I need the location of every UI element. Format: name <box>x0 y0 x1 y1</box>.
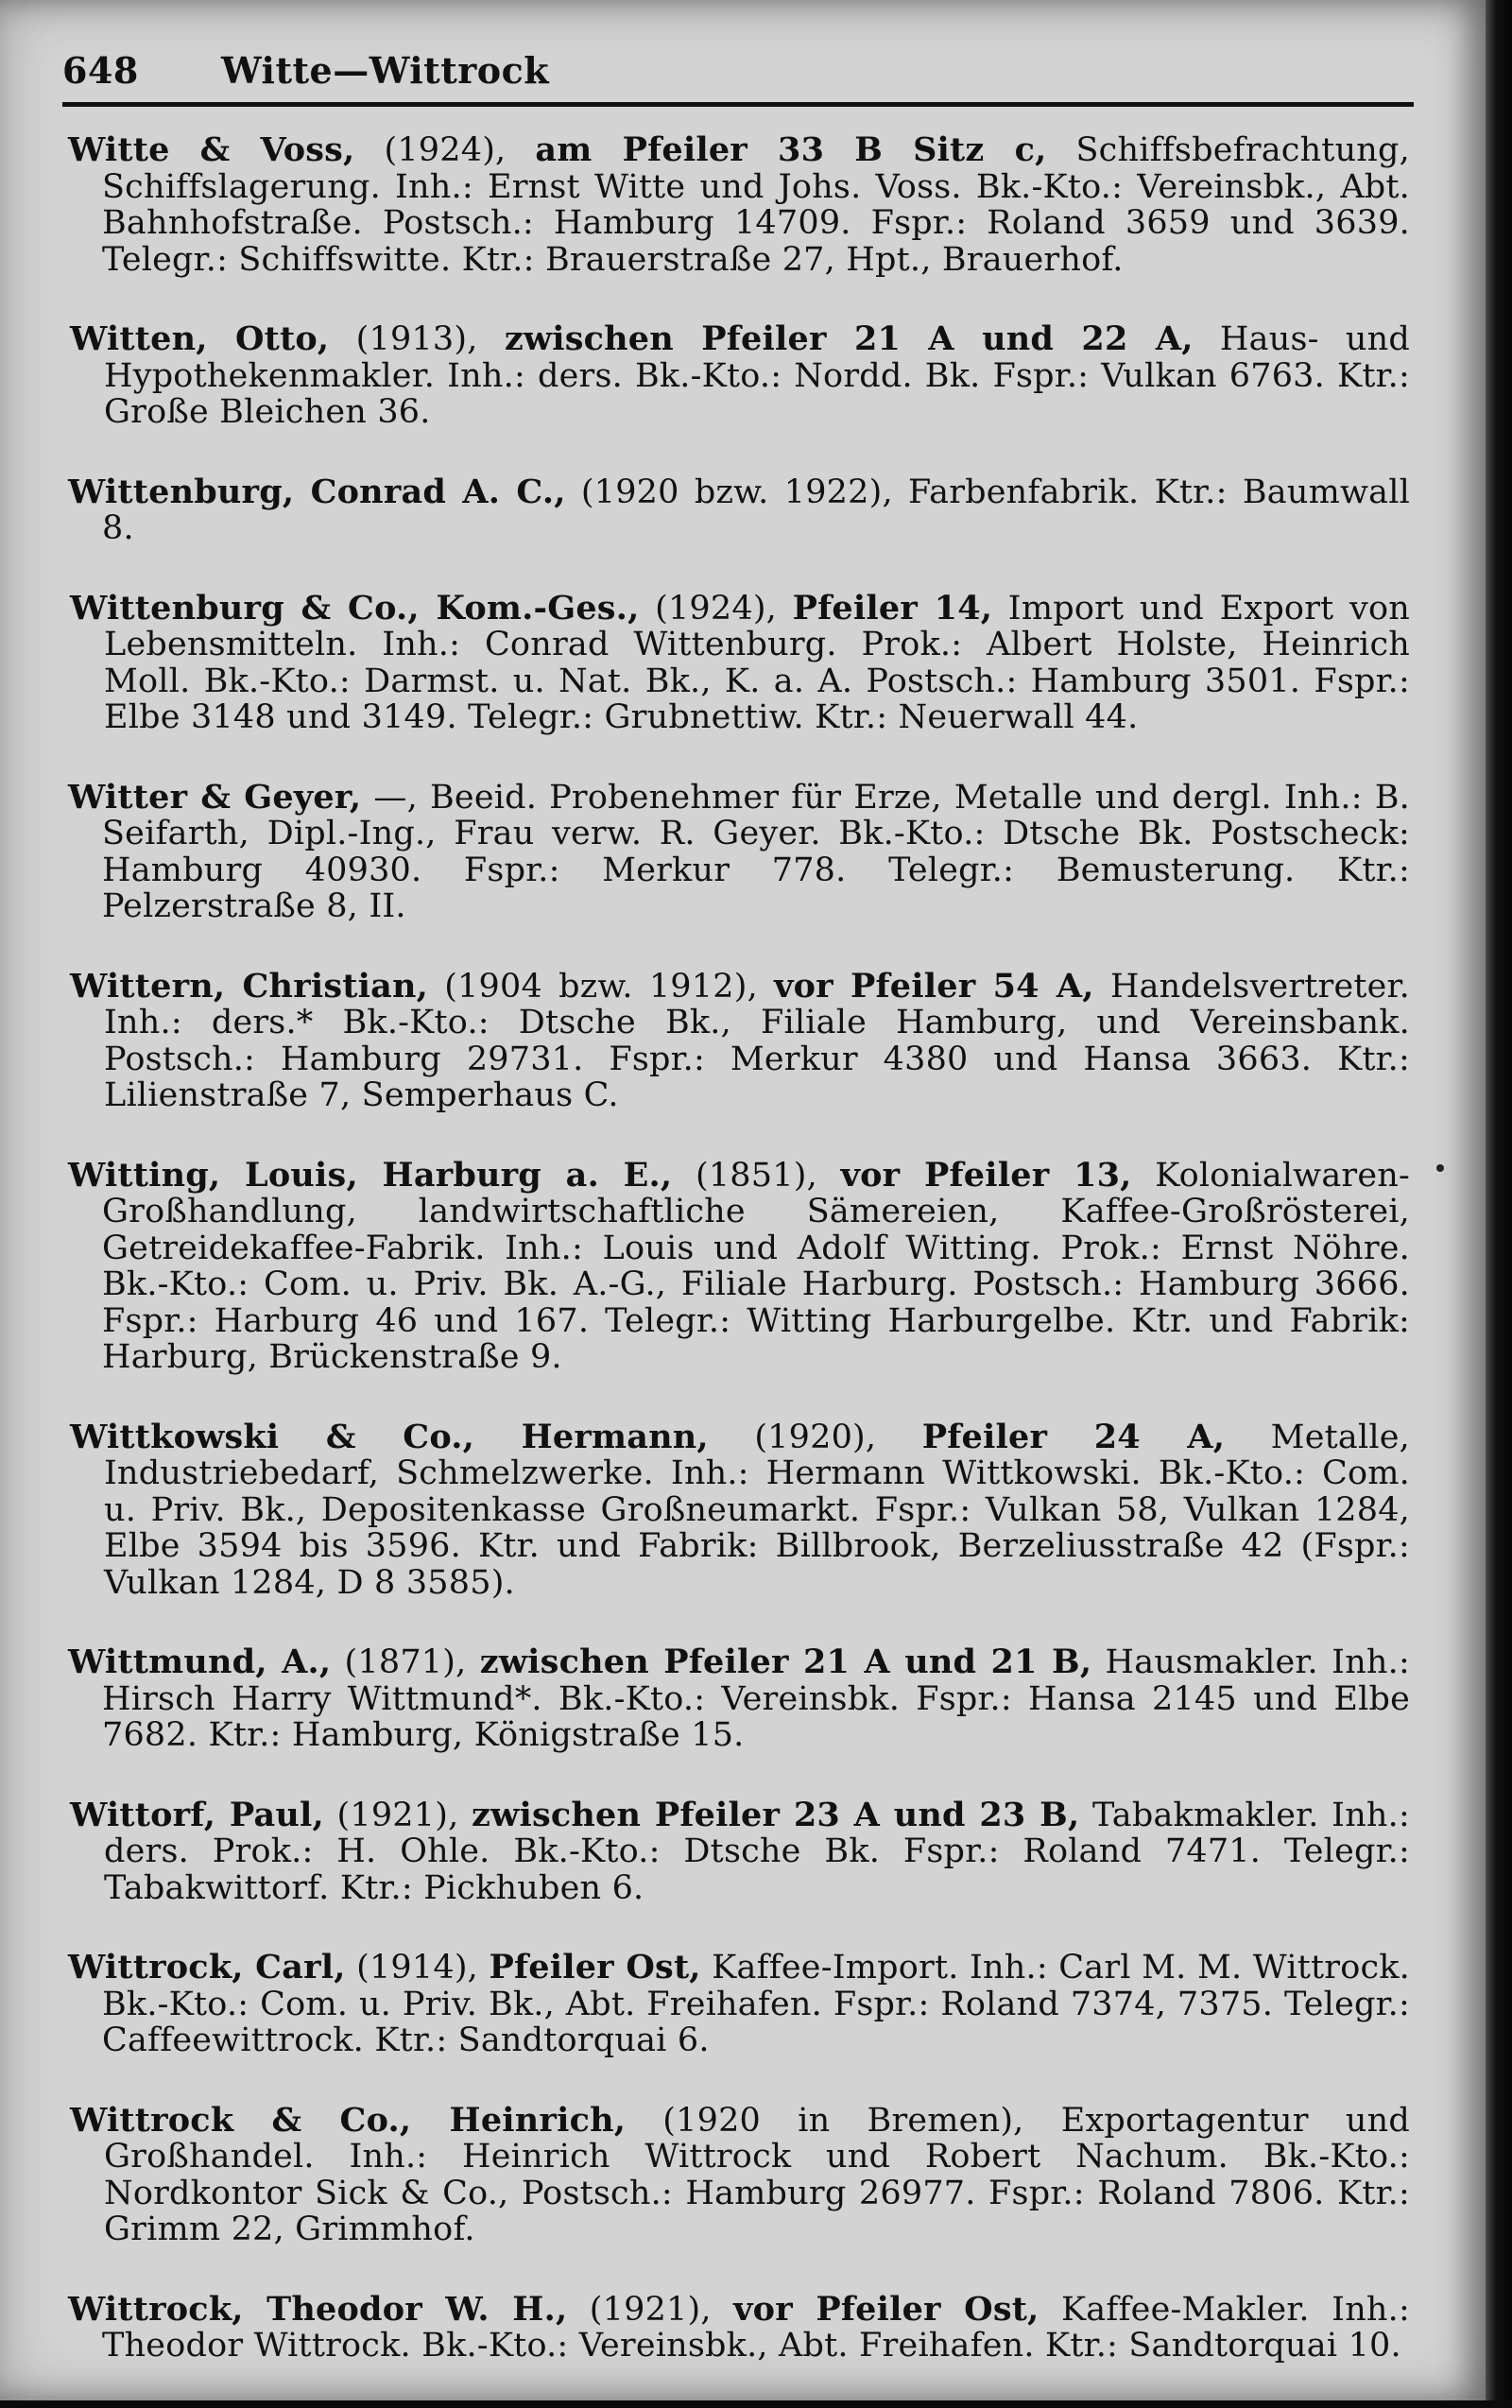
entry-location: Pfeiler Ost, <box>489 1948 701 1987</box>
directory-entry <box>68 132 1410 278</box>
directory-entry <box>68 777 1410 925</box>
entry-founding: (1913), <box>329 320 505 358</box>
entry-location: vor Pfeiler 13, <box>840 1155 1132 1195</box>
directory-entries <box>68 132 1410 2408</box>
directory-entry <box>68 1950 1410 2059</box>
entry-founding: (1921), <box>567 2290 734 2329</box>
entry-details: Schiffsbefrachtung, Schiffslagerung. Inh.: Ernst Witte und Johs. Voss. Bk.-Kto.: Vereinsbk., Abt. Bahnhofstraße. Postsch.: Hamburg 14709. Fspr.: Roland 3659 und 3639. Telegr.: Schiffswitte. Ktr.: Brauerstraße 27, Hpt., Brauerhof. <box>102 131 1410 279</box>
entry-location: zwischen Pfeiler 23 A und 23 B, <box>472 1795 1080 1834</box>
entry-details: Kaffee-Import. Inh.: Carl M. M. Wittrock. Bk.-Kto.: Com. u. Priv. Bk., Abt. Freihafen. Fspr.: Roland 7374, 7375. Telegr.: Caffeewittrock. Ktr.: Sandtorquai 6. <box>102 1949 1411 2059</box>
entry-name: Wittenburg & Co., Kom.-Ges., <box>70 588 640 628</box>
entry-location: Pfeiler 24 A, <box>921 1417 1226 1456</box>
directory-entry <box>70 1419 1410 1602</box>
entry-location: am Pfeiler 33 B Sitz c, <box>535 130 1047 169</box>
page-header <box>62 49 1414 107</box>
entry-details: Beeid. Probenehmer für Erze, Metalle und dergl. Inh.: B. Seifarth, Dipl.-Ing., Frau verw. R. Geyer. Bk.-Kto.: Dtsche Bk. Postscheck: Hamburg 40930. Fspr.: Merkur 778. Telegr.: Bemusterung. Ktr.: Pelzerstraße 8, II. <box>102 778 1410 925</box>
entry-name: Wittern, Christian, <box>70 966 429 1006</box>
entry-founding: (1924), <box>354 131 536 169</box>
entry-name: Wittmund, A., <box>68 1643 332 1681</box>
entry-location: vor Pfeiler 54 A, <box>774 966 1094 1006</box>
entry-location: vor Pfeiler Ost, <box>733 2289 1040 2329</box>
entry-founding: (1914), <box>345 1949 490 1987</box>
directory-entry <box>68 1155 1411 1376</box>
entry-founding: (1920 bzw. 1922), <box>565 473 909 511</box>
entry-location: zwischen Pfeiler 21 A und 22 A, <box>504 319 1194 358</box>
directory-entry <box>68 1644 1410 1754</box>
directory-entry <box>68 2289 1410 2365</box>
directory-entry <box>70 2100 1410 2248</box>
entry-founding: —, <box>361 778 430 817</box>
entry-founding: (1904 bzw. 1912), <box>428 967 775 1006</box>
entry-details: Hausmakler. Inh.: Hirsch Harry Wittmund*. Bk.-Kto.: Vereinsbk. Fspr.: Hansa 2145 und Elbe 7682. Ktr.: Hamburg, Königstraße 15. <box>102 1643 1410 1754</box>
entry-details: Kaffee-Makler. Inh.: Theodor Wittrock. Bk.-Kto.: Vereinsbk., Abt. Freihafen. Ktr.: Sandtorquai 10. <box>102 2290 1410 2365</box>
entry-location: zwischen Pfeiler 21 A und 21 B, <box>479 1643 1092 1681</box>
entry-name: Witter & Geyer, <box>68 777 362 817</box>
entry-name: Wittenburg, Conrad A. C., <box>68 472 566 511</box>
entry-name: Witte & Voss, <box>68 130 355 169</box>
entry-founding: (1924), <box>639 589 793 628</box>
directory-entry <box>70 966 1410 1114</box>
page-edge-shadow <box>1486 0 1512 2400</box>
print-speck-mark <box>1436 1164 1444 1172</box>
entry-details: Haus- und Hypothekenmakler. Inh.: ders. Bk.-Kto.: Nordd. Bk. Fspr.: Vulkan 6763. Ktr.: Große Bleichen 36. <box>104 320 1411 431</box>
entry-location: Pfeiler 14, <box>792 588 993 628</box>
entry-details: Metalle, Industriebedarf, Schmelzwerke. Inh.: Hermann Wittkowski. Bk.-Kto.: Com. u. Priv. Bk., Depositenkasse Großneumarkt. Fspr.: Vulkan 58, Vulkan 1284, Elbe 3594 bis 3596. Ktr. und Fabrik: Billbrook, Berzeliusstraße 42 (Fspr.: Vulkan 1284, D 8 3585). <box>104 1418 1410 1602</box>
directory-entry <box>70 588 1411 736</box>
entry-founding: (1920), <box>708 1418 922 1456</box>
entry-founding: (1851), <box>672 1156 841 1195</box>
entry-details: Kolonialwaren-Großhandlung, landwirtschaftliche Sämereien, Kaffee-Großrösterei, Getreidekaffee-Fabrik. Inh.: Louis und Adolf Witting. Prok.: Ernst Nöhre. Bk.-Kto.: Com. u. Priv. Bk. A.-G., Filiale Harburg. Postsch.: Hamburg 3666. Fspr.: Harburg 46 und 167. Telegr.: Witting Harburgelbe. Ktr. und Fabrik: Harburg, Brückenstraße 9. <box>102 1156 1411 1376</box>
page-number: 648 <box>62 49 139 92</box>
entry-details: Farbenfabrik. Ktr.: Baumwall 8. <box>102 473 1410 547</box>
entry-name: Wittorf, Paul, <box>70 1795 324 1834</box>
directory-entry <box>70 1797 1410 1907</box>
entry-details: Exportagentur und Großhandel. Inh.: Heinrich Wittrock und Robert Nachum. Bk.-Kto.: Nordkontor Sick & Co., Postsch.: Hamburg 26977. Fspr.: Roland 7806. Ktr.: Grimm 22, Grimmhof. <box>104 2101 1410 2248</box>
entry-founding: (1920 in Bremen), <box>626 2101 1061 2140</box>
entry-name: Witten, Otto, <box>70 319 330 358</box>
entry-details: Handelsvertreter. Inh.: ders.* Bk.-Kto.: Dtsche Bk., Filiale Hamburg, und Vereinsbank. Postsch.: Hamburg 29731. Fspr.: Merkur 4380 und Hansa 3663. Ktr.: Lilienstraße 7, Semperhaus C. <box>104 967 1410 1114</box>
entry-name: Witting, Louis, Harburg a. E., <box>68 1155 673 1195</box>
entry-founding: (1921), <box>323 1796 472 1834</box>
entry-founding: (1871), <box>331 1643 480 1681</box>
entry-name: Wittkowski & Co., Hermann, <box>70 1417 709 1456</box>
entry-name: Wittrock, Carl, <box>68 1948 346 1987</box>
entry-name: Wittrock, Theodor W. H., <box>68 2289 568 2329</box>
running-head: Witte—Wittrock <box>221 49 550 92</box>
directory-entry <box>70 321 1410 431</box>
entry-details: Tabakmakler. Inh.: ders. Prok.: H. Ohle. Bk.-Kto.: Dtsche Bk. Fspr.: Roland 7471. Telegr.: Tabakwittorf. Ktr.: Pickhuben 6. <box>104 1796 1410 1907</box>
entry-details: Import und Export von Lebensmitteln. Inh.: Conrad Wittenburg. Prok.: Albert Holste, Heinrich Moll. Bk.-Kto.: Darmst. u. Nat. Bk., K. a. A. Postsch.: Hamburg 3501. Fspr.: Elbe 3148 und 3149. Telegr.: Grubnettiw. Ktr.: Neuerwall 44. <box>104 589 1411 736</box>
directory-entry <box>68 474 1410 547</box>
entry-name: Wittrock & Co., Heinrich, <box>70 2100 627 2140</box>
